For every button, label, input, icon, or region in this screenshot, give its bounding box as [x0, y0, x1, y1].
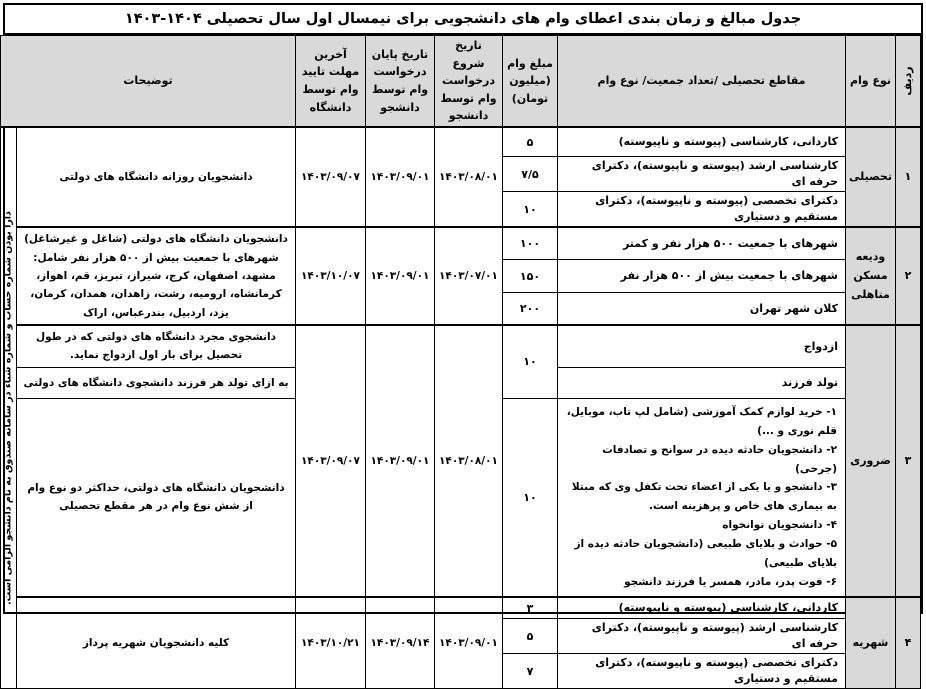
side-note: دارا بودن شماره حساب و شماره شباء در سامانه صندوق به نام دانشجو الزامی است. [2, 211, 14, 605]
header-notes: توضیحات [0, 36, 295, 127]
side-note-cell [0, 127, 16, 689]
list-item: ۳- دانشجو و یا یکی از اعضاء تحت تکفل وی که مبتلا به بیماری های خاص و پرهزینه است. [571, 481, 837, 513]
header-loan-type: نوع وام [846, 36, 896, 127]
note-cell: به ازای تولد هر فرزند دانشجوی دانشگاه های دولتی [17, 367, 296, 398]
level-cell: شهرهای با جمعیت ۵۰۰ هزار نفر و کمتر [558, 227, 846, 260]
amount-cell: ۱۰۰ [503, 227, 558, 260]
level-cell: دکترای تخصصی (پیوسته و ناپیوسته)، دکترای مستقیم و دستیاری [558, 654, 846, 689]
end-date-cell: ۱۴۰۳/۰۹/۰۱ [366, 227, 435, 325]
loan-type-cell: ودیعه مسکن متاهلی [846, 227, 896, 325]
note-cell: دانشجویان روزانه دانشگاه های دولتی [17, 127, 296, 227]
level-cell: کاردانی، کارشناسی (پیوسته و ناپیوسته) [558, 597, 846, 619]
amount-cell: ۷/۵ [503, 157, 558, 192]
amount-cell: ۵ [503, 127, 558, 157]
header-levels: مقاطع تحصیلی /تعداد جمعیت/ نوع وام [558, 36, 846, 127]
amount-cell: ۵ [503, 619, 558, 654]
note-cell: دانشجوی مجرد دانشگاه های دولتی که در طول تحصیل برای بار اول ازدواج نماید. [17, 325, 296, 367]
header-row-number: ردیف [896, 36, 921, 127]
level-cell: دکترای تخصصی (پیوسته و ناپیوسته)، دکترای مستقیم و دستیاری [558, 192, 846, 227]
amount-cell: ۱۰ [503, 192, 558, 227]
deadline-cell: ۱۴۰۳/۰۹/۰۷ [296, 325, 366, 597]
amount-cell: ۷ [503, 654, 558, 689]
level-cell: ازدواج [558, 325, 846, 367]
level-cell: کاردانی، کارشناسی (پیوسته و ناپیوسته) [558, 127, 846, 157]
level-cell: تولد فرزند [558, 367, 846, 398]
start-date-cell: ۱۴۰۳/۰۸/۰۱ [435, 325, 503, 597]
start-date-cell: ۱۴۰۳/۰۸/۰۱ [435, 127, 503, 227]
amount-cell: ۳ [503, 597, 558, 619]
note-cell: دانشجویان دانشگاه های دولتی (شاغل و غیرشاغل) شهرهای با جمعیت بیش از ۵۰۰ هزار نفر شامل: مشهد، اصفهان، کرج، شیراز، تبریز، قم، اهواز، کرمانشاه، ارومیه، رشت، زاهدان، همدان، کرمان، یزد، اردبیل، بندرعباس، اراک [17, 227, 296, 325]
note-cell: کلیه دانشجویان شهریه پرداز [17, 597, 296, 689]
end-date-cell: ۱۴۰۳/۰۹/۰۱ [366, 127, 435, 227]
document-page [2, 3, 923, 686]
list-item: ۵- حوادث و بلایای طبیعی (دانشجویان حادثه دیده از بلایای طبیعی) [574, 538, 837, 569]
essential-items-list [558, 398, 846, 596]
row-number-cell: ۳ [896, 325, 921, 597]
header-approval-deadline: آخرین مهلت تایید وام توسط دانشگاه [296, 36, 366, 127]
end-date-cell: ۱۴۰۳/۰۹/۰۱ [366, 325, 435, 597]
level-cell: شهرهای با جمعیت بیش از ۵۰۰ هزار نفر [558, 260, 846, 293]
list-item: ۱- خرید لوازم کمک آموزشی (شامل لپ تاب، موبایل، قلم نوری و ...) [566, 405, 837, 437]
amount-cell: ۱۰ [503, 398, 558, 596]
level-cell: کارشناسی ارشد (پیوسته و ناپیوسته)، دکترای حرفه ای [558, 619, 846, 654]
list-item: ۴- دانشجویان توانخواه [722, 519, 837, 532]
deadline-cell: ۱۴۰۳/۱۰/۰۷ [296, 227, 366, 325]
loan-type-cell: تحصیلی [846, 127, 896, 227]
start-date-cell: ۱۴۰۳/۰۷/۰۱ [435, 227, 503, 325]
page-title [5, 5, 921, 35]
loan-type-cell: ضروری [846, 325, 896, 597]
list-item: ۶- فوت پدر، مادر، همسر یا فرزند دانشجو [624, 575, 837, 588]
list-item: ۲- دانشجویان حادثه دیده در سوانح و تصادفات (جرحی) [602, 443, 837, 475]
row-number-cell: ۴ [896, 597, 921, 689]
row-number-cell: ۲ [896, 227, 921, 325]
header-amount: مبلغ وام (میلیون تومان) [503, 36, 558, 127]
level-cell: کلان شهر تهران [558, 292, 846, 325]
title-text: جدول مبالغ و زمان بندی اعطای وام های دانشجویی برای نیمسال اول سال تحصیلی [206, 11, 802, 27]
deadline-cell: ۱۴۰۳/۱۰/۲۱ [296, 597, 366, 689]
title-years: ۱۴۰۳-۱۴۰۴ [124, 11, 202, 27]
amount-cell: ۱۰ [503, 325, 558, 398]
end-date-cell: ۱۴۰۳/۰۹/۱۴ [366, 597, 435, 689]
note-cell: دانشجویان دانشگاه های دولتی، حداکثر دو نوع وام از شش نوع وام در هر مقطع تحصیلی [17, 398, 296, 596]
level-cell: کارشناسی ارشد (پیوسته و ناپیوسته)، دکترای حرفه ای [558, 157, 846, 192]
row-number-cell: ۱ [896, 127, 921, 227]
loan-schedule-table [0, 35, 921, 689]
start-date-cell: ۱۴۰۳/۰۹/۰۱ [435, 597, 503, 689]
amount-cell: ۱۵۰ [503, 260, 558, 293]
amount-cell: ۲۰۰ [503, 292, 558, 325]
header-start-date: تاریخ شروع درخواست وام توسط دانشجو [435, 36, 503, 127]
header-end-date: تاریخ پایان درخواست وام توسط دانشجو [366, 36, 435, 127]
deadline-cell: ۱۴۰۳/۰۹/۰۷ [296, 127, 366, 227]
loan-type-cell: شهریه [846, 597, 896, 689]
